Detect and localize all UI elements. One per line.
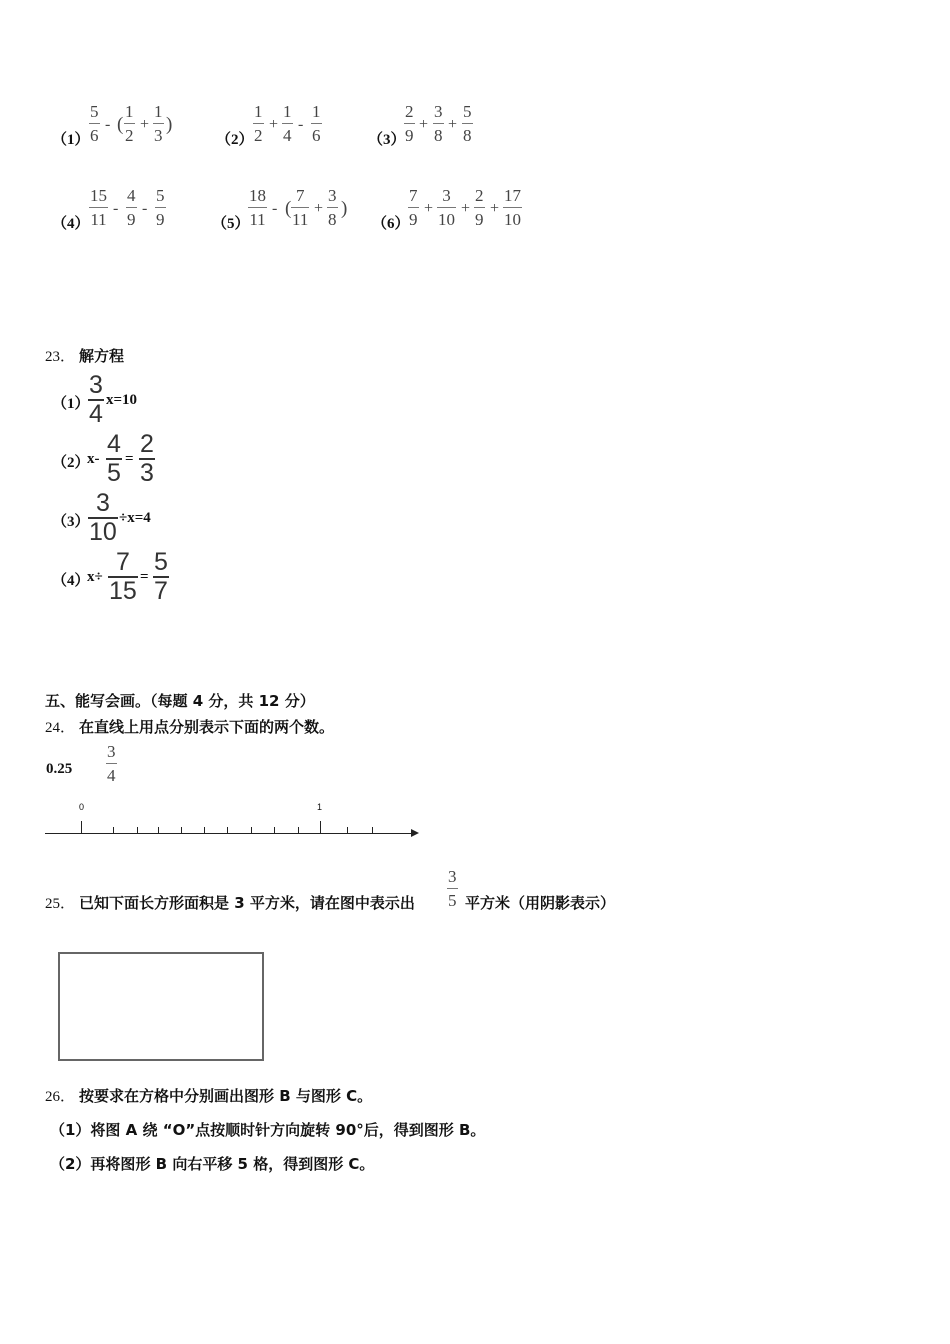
item-label: （4）	[52, 573, 90, 589]
fraction: 3 10	[438, 186, 455, 229]
tick-major	[320, 821, 321, 833]
question-text: 已知下面长方形面积是 3 平方米，请在图中表示出	[79, 894, 415, 912]
sub-question-2: （2）再将图形 B 向右平移 5 格，得到图形 C。	[50, 1155, 375, 1173]
tick-minor	[181, 827, 182, 833]
fraction: 1 2	[254, 102, 263, 145]
tick-minor	[274, 827, 275, 833]
rectangle-drawing-area[interactable]	[58, 952, 264, 1061]
tick-minor	[227, 827, 228, 833]
equation-text: x=10	[106, 392, 138, 408]
section-heading: 五、能写会画。（每题 4 分，共 12 分）	[45, 692, 315, 710]
item-label: （1）	[52, 132, 90, 148]
operator: +	[140, 116, 150, 133]
operator: +	[490, 200, 500, 217]
question-text: 按要求在方格中分别画出图形 B 与图形 C。	[79, 1087, 373, 1105]
item-label: （2）	[216, 132, 254, 148]
tick-minor	[372, 827, 373, 833]
question-title: 解方程	[79, 347, 125, 365]
fraction: 4 9	[127, 186, 136, 229]
operator: -	[105, 116, 111, 133]
tick-minor	[251, 827, 252, 833]
fraction: 1 2	[125, 102, 134, 145]
fraction: 7 9	[409, 186, 418, 229]
fraction: 5 9	[156, 186, 165, 229]
equation-text: x÷	[87, 569, 103, 585]
tick-minor	[137, 827, 138, 833]
tick-minor	[158, 827, 159, 833]
fraction: 4 5	[107, 430, 121, 487]
fraction: 5 8	[463, 102, 472, 145]
fraction: 3 5	[448, 867, 457, 910]
fraction: 3 8	[328, 186, 337, 229]
operator: -	[298, 116, 304, 133]
question-text: 在直线上用点分别表示下面的两个数。	[79, 718, 335, 736]
fraction: 7 15	[109, 548, 137, 605]
question-number: 23．	[45, 349, 76, 365]
operator: +	[419, 116, 429, 133]
parenthesis: )	[341, 198, 348, 219]
parenthesis: (	[117, 114, 124, 135]
item-label: （3）	[52, 514, 90, 530]
question-text: 平方米（用阴影表示）	[465, 894, 616, 912]
axis-label-0: 0	[79, 802, 85, 812]
item-label: （3）	[368, 132, 406, 148]
question-number: 24．	[45, 720, 76, 736]
operator: +	[461, 200, 471, 217]
tick-minor	[298, 827, 299, 833]
fraction: 1 4	[283, 102, 292, 145]
operator: +	[424, 200, 434, 217]
equation-text: =	[140, 569, 149, 585]
equation-text: ÷x=4	[119, 510, 151, 526]
fraction: 18 11	[249, 186, 266, 229]
fraction: 1 3	[154, 102, 163, 145]
item-label: （6）	[372, 216, 410, 232]
tick-minor	[347, 827, 348, 833]
fraction: 3 10	[89, 489, 117, 546]
fraction: 5 6	[90, 102, 99, 145]
fraction: 2 9	[405, 102, 414, 145]
fraction: 1 6	[312, 102, 321, 145]
tick-minor	[204, 827, 205, 833]
fraction: 17 10	[504, 186, 521, 229]
fraction: 5 7	[154, 548, 168, 605]
item-label: （4）	[52, 216, 90, 232]
operator: +	[269, 116, 279, 133]
sub-question-1: （1）将图 A 绕 “O”点按顺时针方向旋转 90°后，得到图形 B。	[50, 1121, 486, 1139]
item-label: （2）	[52, 455, 90, 471]
operator: -	[113, 200, 119, 217]
arrow-icon	[411, 829, 419, 837]
equation-text: x-	[87, 451, 100, 467]
tick-major	[81, 821, 82, 833]
operator: +	[314, 200, 324, 217]
item-label: （1）	[52, 396, 90, 412]
fraction: 7 11	[292, 186, 309, 229]
axis-line	[45, 833, 413, 834]
question-number: 25．	[45, 896, 76, 912]
fraction: 3 8	[434, 102, 443, 145]
fraction: 3 4	[89, 371, 103, 428]
axis-label-1: 1	[317, 802, 323, 812]
parenthesis: (	[285, 198, 292, 219]
equation-text: =	[125, 451, 134, 467]
value-decimal: 0.25	[46, 761, 73, 777]
tick-minor	[113, 827, 114, 833]
fraction: 15 11	[90, 186, 107, 229]
question-number: 26．	[45, 1089, 76, 1105]
parenthesis: )	[166, 114, 173, 135]
value-fraction: 3 4	[107, 742, 116, 785]
item-label: （5）	[212, 216, 250, 232]
operator: -	[272, 200, 278, 217]
operator: -	[142, 200, 148, 217]
operator: +	[448, 116, 458, 133]
fraction: 2 9	[475, 186, 484, 229]
fraction: 2 3	[140, 430, 154, 487]
